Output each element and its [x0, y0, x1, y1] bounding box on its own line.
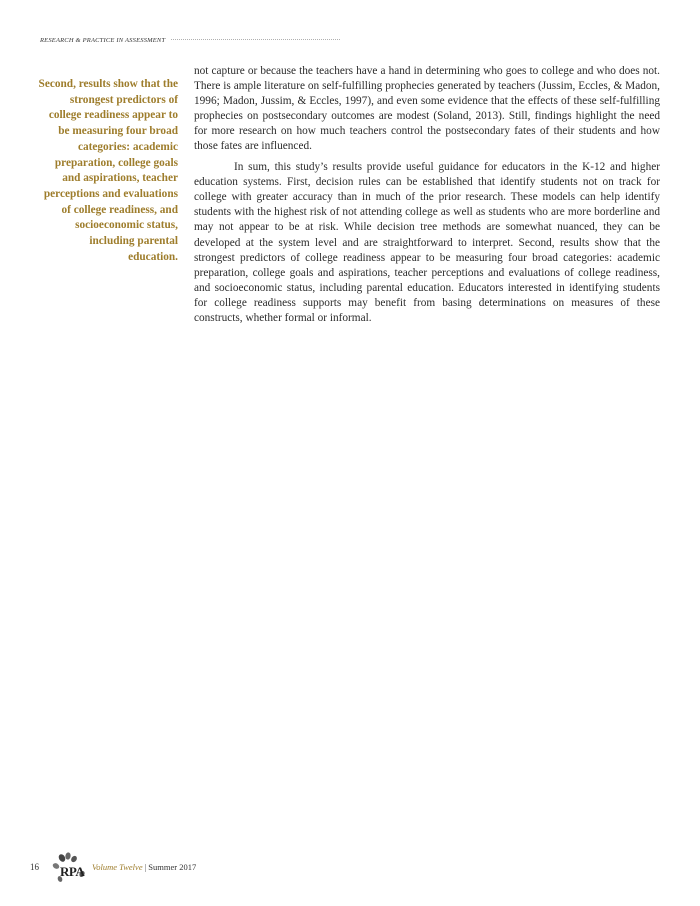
- pull-quote: Second, results show that the strongest predictors of college readiness appear to be measuring four broad categories: academic preparation, college goals and aspirations, teacher perceptions and evaluations of college readiness, and socioeconomic status, including parental education.: [38, 78, 178, 263]
- volume-label: Volume Twelve: [92, 862, 143, 872]
- running-header: [40, 34, 340, 46]
- rpa-logo: [52, 852, 88, 882]
- paragraph-2: In sum, this study’s results provide useful guidance for educators in the K-12 and higher education systems. First, decision rules can be established that identify students not on track for college with greater accuracy than in much of the prior research. These models can help identify students with the highest risk of not attending college as well as students who are more borderline and may not appear to be at risk. While decision tree methods are somewhat nuanced, they can be developed at the system level and are straightforward to interpret. Second, results show that the strongest predictors of college readiness appear to be measuring four broad categories: academic preparation, college goals and aspirations, teacher perceptions and evaluations of college readiness, and socioeconomic status, including parental education. Educators interested in identifying students for college readiness supports may benefit from basing determinations on measures of these constructs, whether formal or informal.: [194, 161, 660, 324]
- body-text: [194, 64, 660, 326]
- page-number: 16: [30, 862, 39, 872]
- page-footer: [30, 852, 196, 882]
- paragraph-1: not capture or because the teachers have a hand in determining who goes to college and who does not. There is ample literature on self-fulfilling prophecies generated by teachers (Jussim, Eccles, & Madon, 1996; Madon, Jussim, & Eccles, 1997), and even some evidence that the effects of these self-fulfilling prophecies on postsecondary outcomes are modest (Soland, 2013). Still, findings highlight the need for more research on how much teachers control the postsecondary fates of their students and how those fates are influenced.: [194, 65, 660, 153]
- running-title: RESEARCH & PRACTICE IN ASSESSMENT: [40, 36, 166, 44]
- footer-separator: |: [144, 862, 147, 872]
- logo-text: RPA: [60, 864, 85, 879]
- issue-label: Summer 2017: [148, 862, 197, 872]
- header-dotted-rule: [171, 39, 340, 41]
